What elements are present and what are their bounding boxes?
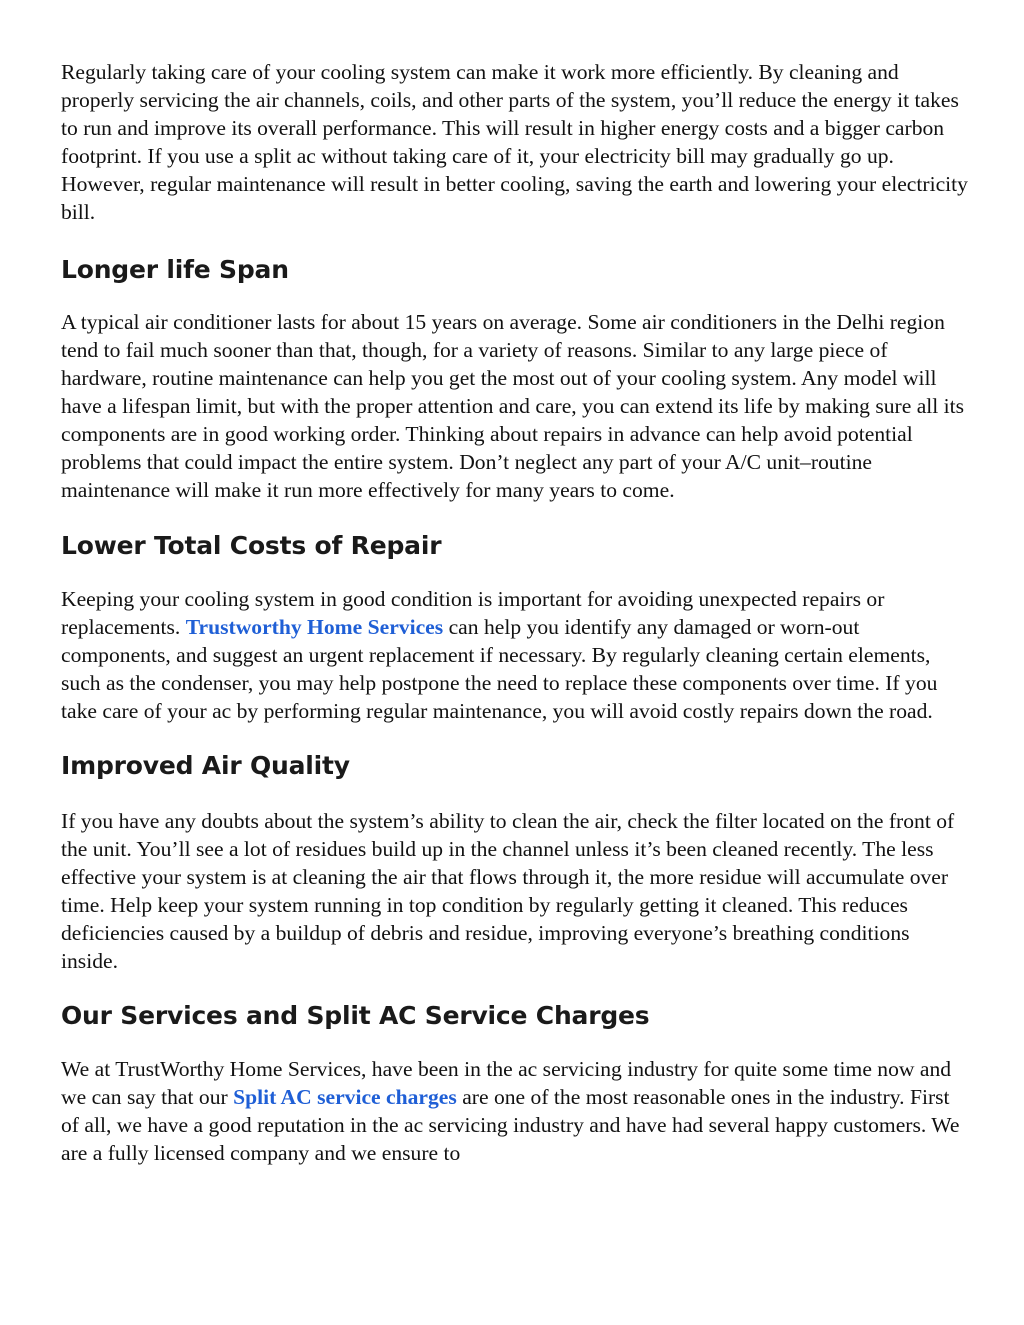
services-and-charges-heading: Our Services and Split AC Service Charges	[61, 1001, 650, 1030]
paragraph-text-before-link: Keeping your cooling system in good condition is important for avoiding unexpected repairs or replacements.	[61, 587, 885, 639]
document-page	[61, 58, 971, 1167]
paragraph-text-after-link: are one of the most reasonable ones in the industry. First of all, we have a good reputation in the ac servicing industry and have had several happy customers. We are a fully licensed company and we ensure to	[61, 1085, 960, 1165]
lower-repair-costs-paragraph	[61, 585, 971, 725]
split-ac-service-charges-link[interactable]: Split AC service charges	[233, 1085, 457, 1109]
longer-life-span-paragraph: A typical air conditioner lasts for about 15 years on average. Some air conditioners in the Delhi region tend to fail much sooner than that, though, for a variety of reasons. Similar to any large piece of hardware, routine maintenance can help you get the most out of your cooling system. Any model will have a lifespan limit, but with the proper attention and care, you can extend its life by making sure all its components are in good working order. Thinking about repairs in advance can help avoid potential problems that could impact the entire system. Don’t neglect any part of your A/C unit–routine maintenance will make it run more effectively for many years to come.	[61, 310, 965, 502]
lower-repair-costs-heading: Lower Total Costs of Repair	[61, 531, 442, 560]
trustworthy-home-services-link[interactable]: Trustworthy Home Services	[185, 615, 444, 639]
services-and-charges-paragraph	[61, 1055, 971, 1167]
paragraph-text-before-link: We at TrustWorthy Home Services, have been in the ac servicing industry for quite some time now and we can say that our	[61, 1057, 952, 1109]
paragraph-text-after-link: can help you identify any damaged or worn-out components, and suggest an urgent replacement if necessary. By regularly cleaning certain elements, such as the condenser, you may help postpone the need to replace these components over time. If you take care of your ac by performing regular maintenance, you will avoid costly repairs down the road.	[61, 615, 938, 723]
improved-air-quality-paragraph: If you have any doubts about the system’s ability to clean the air, check the filter located on the front of the unit. You’ll see a lot of residues build up in the channel unless it’s been cleaned recently. The less effective your system is at cleaning the air that flows through it, the more residue will accumulate over time. Help keep your system running in top condition by regularly getting it cleaned. This reduces deficiencies caused by a buildup of debris and residue, improving everyone’s breathing conditions inside.	[61, 809, 955, 973]
longer-life-span-heading: Longer life Span	[61, 255, 289, 284]
efficiency-paragraph: Regularly taking care of your cooling system can make it work more efficiently. By cleaning and properly servicing the air channels, coils, and other parts of the system, you’ll reduce the energy it takes to run and improve its overall performance. This will result in higher energy costs and a bigger carbon footprint. If you use a split ac without taking care of it, your electricity bill may gradually go up. However, regular maintenance will result in better cooling, saving the earth and lowering your electricity bill.	[61, 60, 968, 224]
improved-air-quality-heading: Improved Air Quality	[61, 751, 350, 780]
